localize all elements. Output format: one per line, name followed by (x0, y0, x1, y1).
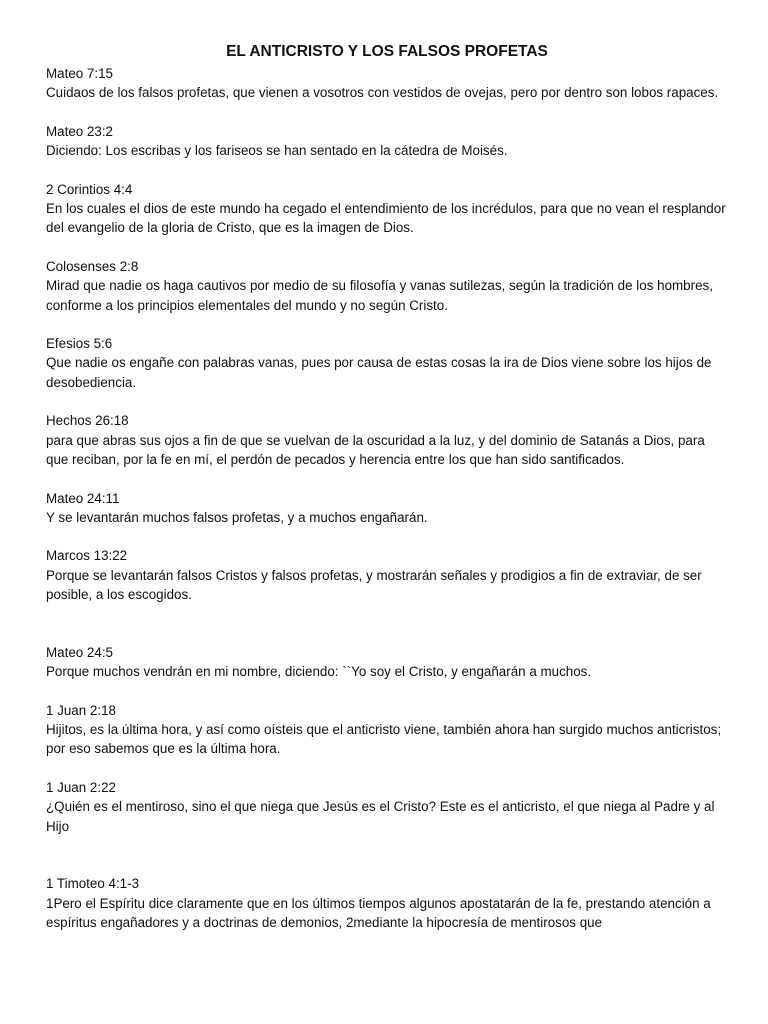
verse-entry (46, 546, 728, 604)
verse-entry (46, 257, 728, 315)
verse-entry (46, 701, 728, 759)
verse-reference: 2 Corintios 4:4 (46, 181, 133, 197)
verse-entry (46, 180, 728, 238)
verse-reference: Mateo 23:2 (46, 123, 113, 139)
verse-reference: Marcos 13:22 (46, 548, 128, 564)
verse-text: 1Pero el Espíritu dice claramente que en los últimos tiempos algunos apostatarán de la fe, prestando atención a espíritus engañadores y a doctrinas de demonios, 2mediante la hipocresía de mentirosos que (46, 895, 711, 931)
verse-text: Cuidaos de los falsos profetas, que vienen a vosotros con vestidos de ovejas, pero por dentro son lobos rapaces. (46, 85, 719, 101)
verse-entry (46, 411, 728, 469)
verse-entry (46, 643, 728, 682)
verse-text: En los cuales el dios de este mundo ha cegado el entendimiento de los incrédulos, para que no vean el resplandor del evangelio de la gloria de Cristo, que es la imagen de Dios. (46, 201, 726, 236)
verse-text: Hijitos, es la última hora, y así como oísteis que el anticristo viene, también ahora han surgido muchos anticristos; por eso sabemos que es la última hora. (46, 722, 722, 757)
verse-entry (46, 64, 728, 103)
verse-reference: Mateo 24:5 (46, 644, 113, 660)
verse-reference: Colosenses 2:8 (46, 258, 139, 274)
verse-text: Porque muchos vendrán en mi nombre, diciendo: ``Yo soy el Cristo, y engañarán a muchos. (46, 664, 592, 680)
page-title: EL ANTICRISTO Y LOS FALSOS PROFETAS (226, 43, 548, 60)
verse-text: para que abras sus ojos a fin de que se vuelvan de la oscuridad a la luz, y del dominio de Satanás a Dios, para que reciban, por la fe en mí, el perdón de pecados y herencia entre los que han sido santificados. (46, 432, 705, 467)
verse-entry (46, 778, 728, 836)
verse-text: Y se levantarán muchos falsos profetas, y a muchos engañarán. (46, 509, 428, 525)
verse-text: ¿Quién es el mentiroso, sino el que niega que Jesús es el Cristo? Este es el anticristo, el que niega al Padre y al Hijo (46, 799, 715, 834)
verse-reference: Efesios 5:6 (46, 336, 113, 352)
verse-reference: 1 Juan 2:22 (46, 779, 116, 795)
verse-entry (46, 489, 728, 528)
verse-reference: Mateo 7:15 (46, 66, 113, 81)
verse-text: Porque se levantarán falsos Cristos y falsos profetas, y mostrarán señales y prodigios a fin de extraviar, de ser posible, a los escogidos. (46, 567, 702, 603)
verse-text: Mirad que nadie os haga cautivos por medio de su filosofía y vanas sutilezas, según la tradición de los hombres, conforme a los principios elementales del mundo y no según Cristo. (46, 278, 713, 313)
verse-reference: 1 Juan 2:18 (46, 702, 116, 718)
verse-reference: Hechos 26:18 (46, 413, 129, 429)
verse-entry (46, 874, 728, 932)
verse-entry (46, 122, 728, 161)
verse-reference: 1 Timoteo 4:1-3 (46, 876, 140, 892)
verse-entry (46, 334, 728, 392)
verse-text: Diciendo: Los escribas y los fariseos se han sentado en la cátedra de Moisés. (46, 143, 508, 159)
verse-text: Que nadie os engañe con palabras vanas, pues por causa de estas cosas la ira de Dios viene sobre los hijos de desobediencia. (46, 355, 712, 390)
verse-reference: Mateo 24:11 (46, 490, 120, 506)
